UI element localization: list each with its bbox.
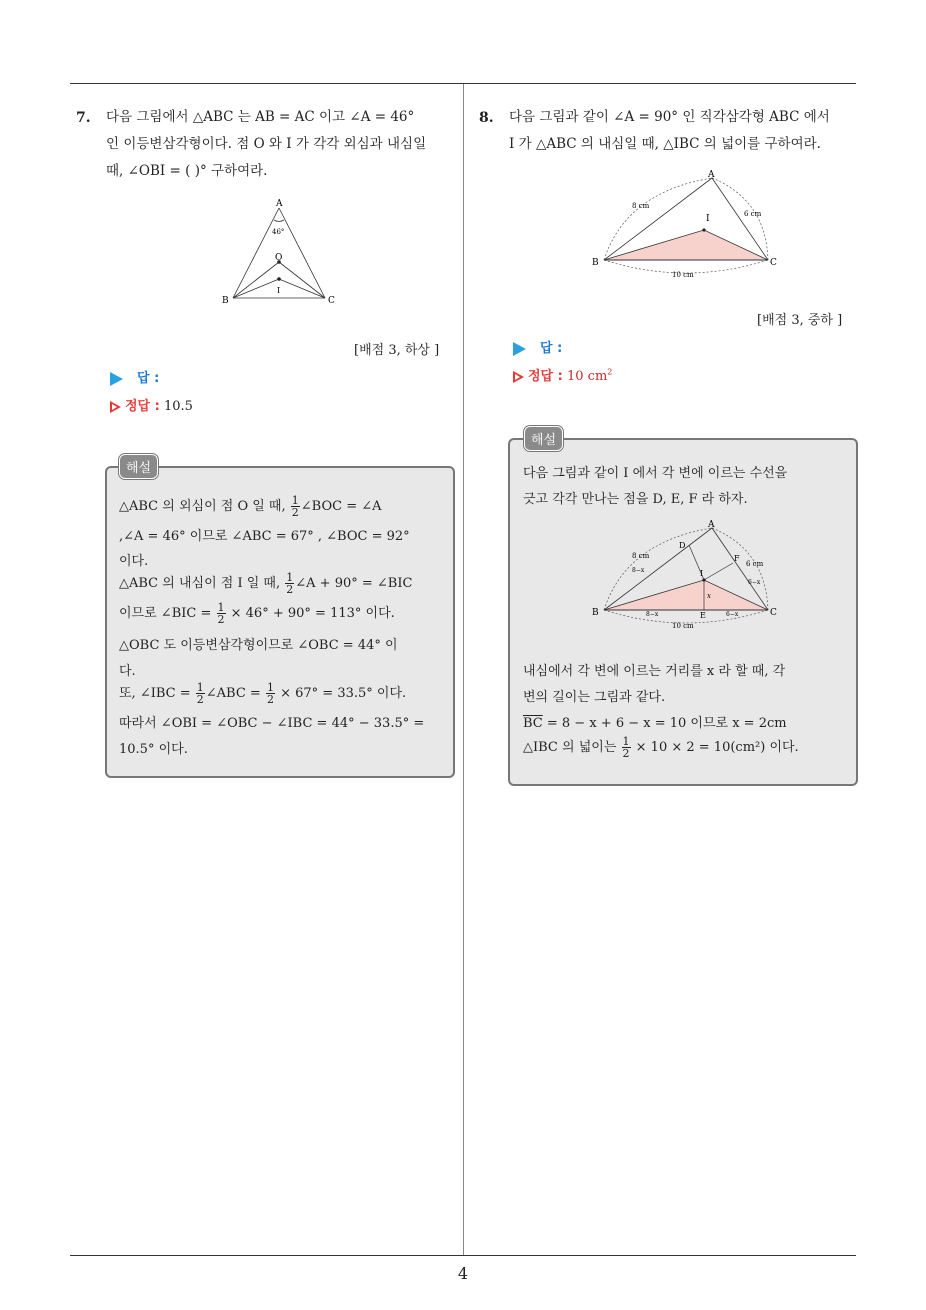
q8-correct-sup: 2 (607, 367, 613, 377)
q8-correct-label: 정답 : (528, 369, 563, 384)
q8-line2: I 가 △ABC 의 내심일 때, △IBC 의 넓이를 구하여라. (509, 136, 821, 152)
q7-seg-bo (233, 262, 279, 298)
q7-seg-co (279, 262, 325, 298)
q8-label-c: C (770, 258, 777, 268)
q8e-label-d: D (679, 541, 686, 550)
q8e-label-cc2: 6−x (726, 611, 739, 618)
q7-seg-bi (233, 279, 279, 298)
q8e-label-b: B (592, 608, 599, 618)
q8-explanation-figure (586, 518, 782, 632)
q8e-shaded-ibc (604, 580, 768, 610)
q8-point-i (702, 228, 705, 231)
q7-exp-line3: 이다. (119, 554, 149, 569)
q7-line1: 다음 그림에서 △ABC 는 AB = AC 이고 ∠A = 46° (106, 109, 415, 125)
q7-exp-line8: 또, ∠IBC = $\frac{1}{2}$ ∠ABC = $\frac{1}{2}$ × 67° = 33.5° 이다. (119, 681, 407, 706)
q8-label-b: B (592, 258, 599, 268)
q8e-label-bc2: 8−x (646, 611, 659, 618)
q7-exp-line4: △ABC 의 내심이 점 I 일 때, $\frac{1}{2}$ ∠A + 90° = ∠BIC (119, 571, 413, 596)
q8e-label-a: A (708, 520, 715, 530)
fraction: $\frac{1}{2}$ (622, 735, 630, 760)
q7-line2: 인 이등변삼각형이다. 점 O 와 I 가 각각 외심과 내심일 (106, 136, 427, 152)
q7-exp-line10: 10.5° 이다. (119, 742, 188, 757)
q8-exp-line3: 내심에서 각 변에 이르는 거리를 x 라 할 때, 각 (523, 664, 786, 679)
q7-exp-line6: △OBC 도 이등변삼각형이므로 ∠OBC = 44° 이 (119, 638, 398, 653)
q8-exp-line4: 변의 길이는 그림과 같다. (523, 690, 666, 705)
q7-label-o: O (275, 253, 283, 263)
q7-number: 7. (76, 110, 91, 126)
q7-meta: [배점 3, 하상 ] (354, 343, 440, 358)
q8-answer-row (513, 337, 562, 356)
q8e-label-i: I (700, 569, 704, 578)
q8-meta: [배점 3, 중하 ] (757, 313, 843, 328)
q8e-label-bc: 10 cm (672, 622, 694, 630)
triangle-marker-icon (110, 372, 123, 386)
q7-answer-label: 답 : (137, 371, 160, 386)
q7-correct-row (110, 395, 193, 414)
q7-line3: 때, ∠OBI = ( )° 구하여라. (106, 163, 268, 179)
page-number: 4 (457, 1264, 469, 1283)
q7-point-i (277, 277, 281, 281)
q8e-label-ac: 6 cm (746, 560, 764, 568)
q8-label-i: I (706, 214, 710, 224)
q8-number: 8. (479, 110, 494, 126)
q8-answer-label: 답 : (540, 341, 563, 356)
q8-exp-line5: $\overline{BC} = 8 - x + 6 - x = 10$ 이므로 x = 2cm (523, 716, 787, 731)
q8e-label-cx: 6−x (748, 579, 761, 586)
q7-label-angle: 46° (272, 228, 285, 236)
q8e-point-i (702, 578, 705, 581)
fraction: $\frac{1}{2}$ (291, 494, 299, 519)
q7-exp-line1: △ABC 의 외심이 점 O 일 때, $\frac{1}{2}$ ∠BOC = ∠A (119, 494, 382, 519)
q8e-label-f: F (734, 554, 740, 563)
q8e-label-bx: 8−x (632, 567, 645, 574)
q8e-perp-if (704, 563, 733, 580)
triangle-marker-icon (513, 342, 526, 356)
q8e-label-x: x (707, 592, 711, 600)
q7-answer-row (110, 367, 159, 386)
q8-label-ac: 6 cm (744, 210, 762, 218)
q7-label-a: A (276, 199, 283, 209)
q8-exp-line6: △IBC 의 넓이는 $\frac{1}{2}$ × 10 × 2 = 10(cm²) 이다. (523, 735, 799, 760)
q7-angle-arc (274, 220, 284, 222)
fraction: $\frac{1}{2}$ (266, 681, 274, 706)
q7-side-ac (279, 208, 325, 298)
column-divider (463, 84, 464, 1256)
fraction: $\frac{1}{2}$ (196, 681, 204, 706)
q7-exp-line7: 다. (119, 664, 136, 679)
q8-explanation-tag: 해설 (524, 426, 563, 451)
q7-figure (222, 196, 338, 308)
q8-correct-row (513, 365, 612, 384)
outline-triangle-icon (513, 371, 524, 383)
q7-exp-line9: 따라서 ∠OBI = ∠OBC − ∠IBC = 44° − 33.5° = (119, 716, 425, 731)
q7-exp-line2: ,∠A = 46° 이므로 ∠ABC = 67° , ∠BOC = 92° (119, 529, 410, 544)
q8e-label-c: C (770, 608, 777, 618)
q7-correct-value: 10.5 (163, 399, 193, 414)
q8-label-a: A (708, 170, 715, 180)
q8-figure (586, 168, 782, 280)
q7-text (106, 104, 456, 185)
q7-label-c: C (328, 296, 335, 306)
q8e-label-e: E (700, 611, 706, 620)
bottom-rule (70, 1255, 856, 1256)
q8-correct-value: 10 cm (566, 369, 608, 384)
q8-exp-line2: 긋고 각각 만나는 점을 D, E, F 라 하자. (523, 492, 748, 507)
fraction: $\frac{1}{2}$ (217, 601, 225, 626)
outline-triangle-icon (110, 401, 121, 413)
q7-explanation-tag: 해설 (119, 454, 158, 479)
q8-label-ab: 8 cm (632, 202, 650, 210)
fraction: $\frac{1}{2}$ (286, 571, 294, 596)
q7-side-ab (233, 208, 279, 298)
q7-correct-label: 정답 : (125, 399, 160, 414)
q8-shaded-ibc (604, 230, 768, 260)
q8-text (509, 104, 859, 158)
q8-label-bc: 10 cm (672, 271, 694, 279)
q8e-label-ab: 8 cm (632, 552, 650, 560)
q7-label-i: I (277, 286, 281, 295)
q8-exp-line1: 다음 그림과 같이 I 에서 각 변에 이르는 수선을 (523, 466, 788, 481)
q8-line1: 다음 그림과 같이 ∠A = 90° 인 직각삼각형 ABC 에서 (509, 109, 830, 125)
q7-exp-line5: 이므로 ∠BIC = $\frac{1}{2}$ × 46° + 90° = 113° 이다. (119, 601, 395, 626)
q7-label-b: B (222, 296, 229, 306)
q7-seg-ci (279, 279, 325, 298)
